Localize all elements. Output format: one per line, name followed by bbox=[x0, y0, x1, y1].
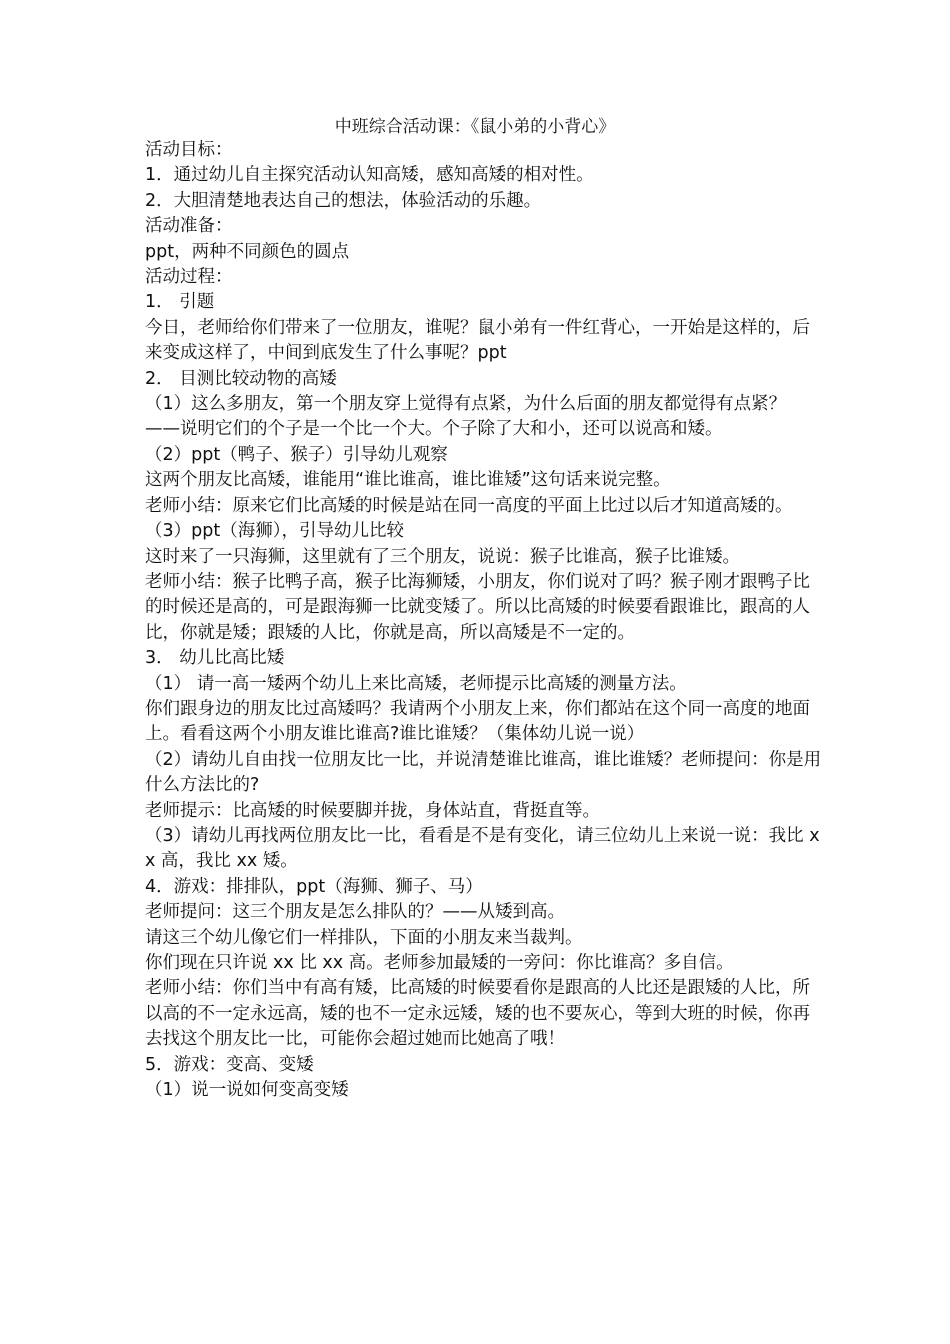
section-heading-preparation: 活动准备： bbox=[145, 216, 233, 237]
paragraph: 老师小结：原来它们比高矮的时候是站在同一高度的平面上比过以后才知道高矮的。 bbox=[145, 495, 793, 516]
paragraph: 你们跟身边的朋友比过高矮吗？我请两个小朋友上来，你们都站在这个同一高度的地面上。看看这两个小朋友谁比谁高?谁比谁矮？（集体幼儿说一说） bbox=[145, 698, 810, 745]
paragraph: ——说明它们的个子是一个比一个大。个子除了大和小，还可以说高和矮。 bbox=[145, 419, 723, 440]
paragraph: （3）ppt（海狮），引导幼儿比较 bbox=[145, 521, 404, 542]
step-heading: 3． 幼儿比高比矮 bbox=[145, 648, 285, 669]
paragraph: 老师小结：你们当中有高有矮，比高矮的时候要看你是跟高的人比还是跟矮的人比，所以高的不一定永远高，矮的也不一定永远矮，矮的也不要灰心，等到大班的时候，你再去找这个朋友比一比，可能你会超过她而比她高了哦！ bbox=[145, 978, 810, 1050]
goal-item: 2．大胆清楚地表达自己的想法，体验活动的乐趣。 bbox=[145, 190, 542, 211]
document-body bbox=[145, 138, 825, 1103]
section-heading-goals: 活动目标： bbox=[145, 140, 233, 160]
paragraph: 这时来了一只海狮，这里就有了三个朋友，说说：猴子比谁高，猴子比谁矮。 bbox=[145, 546, 740, 567]
paragraph: （3）请幼儿再找两位朋友比一比，看看是不是有变化，请三位幼儿上来说一说：我比 xx 高，我比 xx 矮。 bbox=[145, 825, 820, 872]
paragraph: 老师提问：这三个朋友是怎么排队的？——从矮到高。 bbox=[145, 902, 565, 923]
paragraph: 你们现在只许说 xx 比 xx 高。老师参加最矮的一旁问：你比谁高？多自信。 bbox=[145, 953, 734, 973]
paragraph: 老师小结：猴子比鸭子高，猴子比海狮矮，小朋友，你们说对了吗？猴子刚才跟鸭子比的时候还是高的，可是跟海狮一比就变矮了。所以比高矮的时候要看跟谁比，跟高的人比，你就是矮；跟矮的人比，你就是高，所以高矮是不一定的。 bbox=[145, 571, 810, 643]
paragraph: （2）ppt（鸭子、猴子）引导幼儿观察 bbox=[145, 444, 448, 465]
preparation-text: ppt，两种不同颜色的圆点 bbox=[145, 241, 350, 262]
step-heading: 1． 引题 bbox=[145, 292, 215, 313]
paragraph: （1）说一说如何变高变矮 bbox=[145, 1080, 349, 1101]
paragraph: （1） 请一高一矮两个幼儿上来比高矮，老师提示比高矮的测量方法。 bbox=[145, 673, 687, 694]
paragraph: 请这三个幼儿像它们一样排队，下面的小朋友来当裁判。 bbox=[145, 927, 583, 948]
document-title: 中班综合活动课：《鼠小弟的小背心》 bbox=[334, 117, 616, 137]
step-heading: 4．游戏：排排队，ppt（海狮、狮子、马） bbox=[145, 876, 483, 897]
paragraph: （2）请幼儿自由找一位朋友比一比，并说清楚谁比谁高，谁比谁矮？老师提问：你是用什么方法比的? bbox=[145, 749, 822, 796]
step-heading: 5．游戏：变高、变矮 bbox=[145, 1054, 314, 1075]
paragraph: 老师提示：比高矮的时候要脚并拢，身体站直，背挺直等。 bbox=[145, 800, 600, 821]
paragraph: （1）这么多朋友，第一个朋友穿上觉得有点紧，为什么后面的朋友都觉得有点紧？ bbox=[145, 394, 787, 415]
step-heading: 2． 目测比较动物的高矮 bbox=[145, 368, 337, 389]
section-heading-process: 活动过程： bbox=[145, 267, 233, 288]
goal-item: 1．通过幼儿自主探究活动认知高矮，感知高矮的相对性。 bbox=[145, 165, 594, 186]
paragraph: 这两个朋友比高矮，谁能用“谁比谁高，谁比谁矮”这句话来说完整。 bbox=[145, 470, 671, 491]
paragraph: 今日，老师给你们带来了一位朋友，谁呢？鼠小弟有一件红背心，一开始是这样的，后来变成这样了，中间到底发生了什么事呢？ppt bbox=[145, 317, 810, 364]
